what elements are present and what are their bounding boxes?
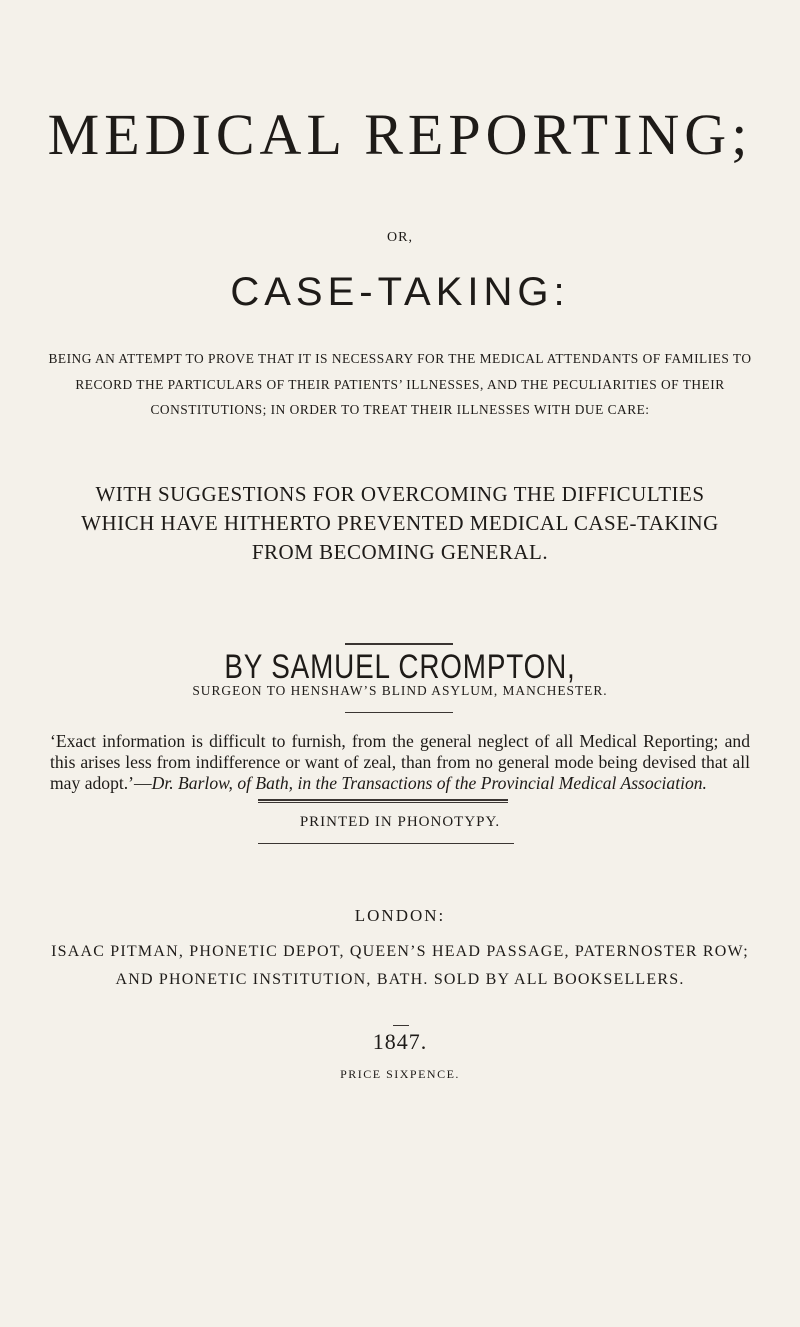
- main-title: MEDICAL REPORTING;: [47, 102, 753, 167]
- divider-rule: [258, 802, 508, 803]
- imprint-year: 1847.: [372, 1029, 428, 1054]
- imprint-publisher: ISAAC PITMAN, PHONETIC DEPOT, QUEEN’S HEAD PASSAGE, PATERNOSTER ROW; AND PHONETIC INSTITUTION, BATH. SOLD BY ALL BOOKSELLERS.: [51, 943, 749, 988]
- divider-rule: [258, 799, 508, 801]
- imprint-price: PRICE SIXPENCE.: [340, 1067, 460, 1081]
- author-title: SURGEON TO HENSHAW’S BLIND ASYLUM, MANCHESTER.: [192, 683, 608, 698]
- author-byline: BY SAMUEL CROMPTON,: [224, 648, 576, 686]
- quote-attribution: Dr. Barlow, of Bath, in the Transactions of the Provincial Medical Association.: [151, 773, 707, 793]
- printing-note: PRINTED IN PHONOTYPY.: [299, 814, 501, 830]
- suggestions-text: WITH SUGGESTIONS FOR OVERCOMING THE DIFFICULTIES WHICH HAVE HITHERTO PREVENTED MEDICAL CASE-TAKING FROM BECOMING GENERAL.: [81, 482, 719, 564]
- quote-text: ‘Exact information is difficult to furnish, from the general neglect of all Medical Reporting; and this arises less from indifference or want of zeal, than from no general mode being devised that all may adopt.’—: [50, 731, 750, 793]
- or-connector: OR,: [387, 230, 413, 245]
- divider-rule: [345, 712, 453, 713]
- subtitle: CASE-TAKING:: [230, 270, 570, 314]
- divider-dash: [393, 1025, 409, 1026]
- imprint-city: LONDON:: [354, 906, 446, 925]
- description: BEING AN ATTEMPT TO PROVE THAT IT IS NECESSARY FOR THE MEDICAL ATTENDANTS OF FAMILIES TO RECORD THE PARTICULARS OF THEIR PATIENTS’ ILLNESSES, AND THE PECULIARITIES OF THEIR CONSTITUTIONS; IN ORDER TO TREAT THEIR ILLNESSES WITH DUE CARE:: [48, 351, 752, 417]
- divider-rule: [258, 843, 514, 844]
- divider-rule: [345, 643, 453, 645]
- epigraph-quote: [50, 731, 750, 794]
